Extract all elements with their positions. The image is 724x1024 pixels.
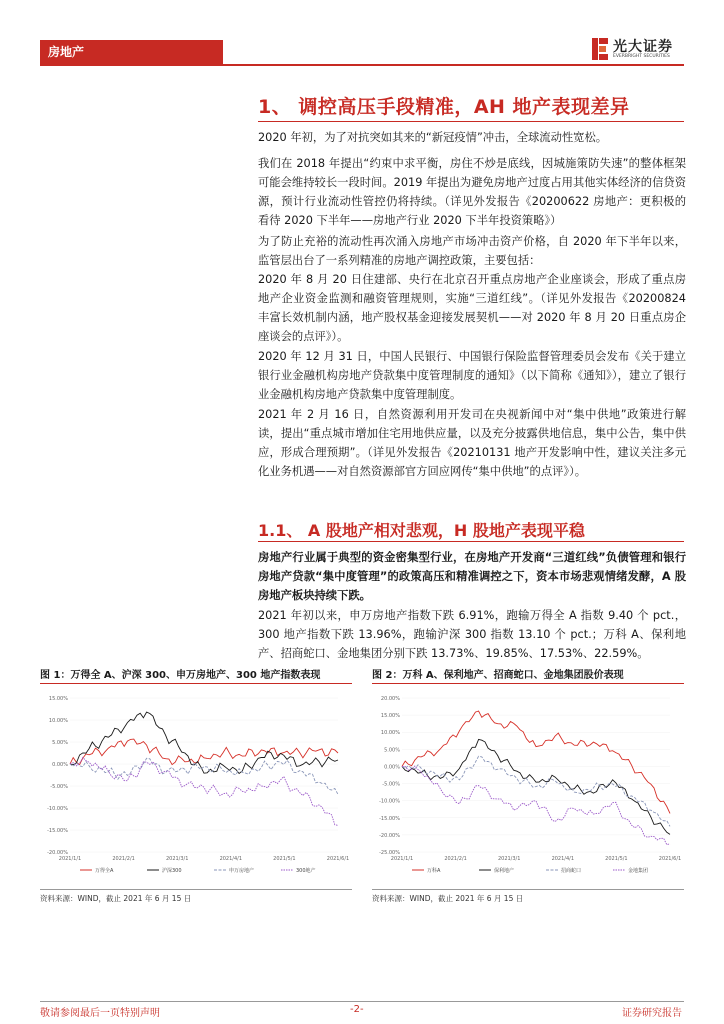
series-line-1 <box>70 739 338 765</box>
figure-2-bottom-rule <box>372 889 684 890</box>
y-tick-label: -15.00% <box>47 828 68 834</box>
x-tick-label: 2021/5/1 <box>273 856 296 862</box>
figure-2-title: 图 2：万科 A、保利地产、招商蛇口、金地集团股价表现 <box>372 670 624 681</box>
y-tick-label: 15.00% <box>380 713 400 720</box>
y-tick-label: 5.00% <box>384 747 400 754</box>
performance-paragraph: 2021 年初以来，申万房地产指数下跌 6.91%，跑输万得全 A 指数 9.40 个 pct.，300 地产指数下跌 13.96%，跑输沪深 300 指数 13.10 个 pct.；万科 A、保利地产、招商蛇口、金地集团分别下跌 13.73%、19.85%、17.53%、22.59%。 <box>258 609 686 660</box>
x-tick-label: 2021/2/1 <box>444 856 467 862</box>
x-tick-label: 2021/3/1 <box>497 856 521 862</box>
x-tick-label: 2021/4/1 <box>551 856 575 862</box>
y-tick-label: 20.00% <box>380 696 400 702</box>
figure-1-rule <box>40 683 352 684</box>
y-tick-label: -10.00% <box>379 798 400 805</box>
legend-label: 招商蛇口 <box>561 868 582 874</box>
figure-1-chart <box>40 690 352 882</box>
logo-english-name: EVERBRIGHT SECURITIES <box>613 54 670 59</box>
section-heading-rule <box>258 121 684 122</box>
paragraph-2: 我们在 2018 年提出“约束中求平衡，房住不炒是底线，因城施策防失速”的整体框架可能会维持较长一段时间。2019 年提出为避免房地产过度占用其他实体经济的信贷资源，预计行业流动性管控仍将持续。（详见外发报告《20200622 房地产：更积极的看待 2020 下半年——房地产行业 2020 下半年投资策略》） <box>258 157 686 227</box>
y-tick-label: 10.00% <box>48 718 68 724</box>
x-tick-label: 2021/1/1 <box>390 856 414 862</box>
legend-label: 300地产 <box>296 868 316 874</box>
x-tick-label: 2021/4/1 <box>219 856 243 862</box>
figure-1-source: 资料来源：WIND，截止 2021 年 6 月 15 日 <box>40 894 192 903</box>
section-tag: 房地产 <box>40 40 223 64</box>
paragraph-6: 2021 年 2 月 16 日，自然资源利用开发司在央视新闻中对“集中供地”政策进行解读，提出“重点城市增加住宅用地供应量，以及充分披露供地信息，集中公告，集中供应，形成合理预期”。（详见外发报告《20210131 地产开发影响中性，建议关注多元化业务机遇——对自然资源部官方回应网传“集中供地”的点评》）。 <box>258 408 686 478</box>
series-line-2 <box>70 712 338 773</box>
y-tick-label: 0.00% <box>52 762 68 768</box>
legend-label: 申万房地产 <box>229 868 255 874</box>
figure-1-title: 图 1：万得全 A、沪深 300、申万房地产、300 地产指数表现 <box>40 670 321 681</box>
y-tick-label: -5.00% <box>50 784 68 790</box>
legend-label: 万科A <box>427 868 441 874</box>
footer-disclaimer: 敬请参阅最后一页特别声明 <box>40 1008 160 1019</box>
paragraph-3: 为了防止充裕的流动性再次涌入房地产市场冲击资产价格，自 2020 年下半年以来，监管层出台了一系列精准的房地产调控政策，主要包括： <box>258 235 686 267</box>
figure-2-rule <box>372 683 684 684</box>
series-line-4 <box>70 758 338 826</box>
logo-mark-icon <box>590 36 610 62</box>
series-line-3 <box>70 758 338 794</box>
figure-2-source: 资料来源：WIND，截止 2021 年 6 月 15 日 <box>372 894 524 903</box>
y-tick-label: -5.00% <box>382 781 400 788</box>
legend-label: 保利地产 <box>494 868 515 874</box>
y-tick-label: 15.00% <box>48 696 68 702</box>
x-tick-label: 2021/6/1 <box>326 856 350 862</box>
summary-paragraph: 房地产行业属于典型的资金密集型行业，在房地产开发商“三道红线”负债管理和银行房地产贷款“集中度管理”的政策高压和精准调控之下，资本市场悲观情绪发酵，A 股房地产板块持续下跌。 <box>258 551 686 602</box>
paragraph-5: 2020 年 12 月 31 日，中国人民银行、中国银行保险监督管理委员会发布《关于建立银行业金融机构房地产贷款集中度管理制度的通知》（以下简称《通知》），建立了银行业金融机构房地产贷款集中度管理制度。 <box>258 350 686 401</box>
legend-label: 金地集团 <box>628 868 649 874</box>
y-tick-label: 0.00% <box>384 764 400 771</box>
legend-label: 万得全A <box>95 868 114 874</box>
y-tick-label: 10.00% <box>380 730 400 737</box>
logo-name: 光大证券 <box>613 39 673 55</box>
footer-doc-type: 证券研究报告 <box>622 1008 682 1019</box>
x-tick-label: 2021/2/1 <box>112 856 135 862</box>
y-tick-label: -20.00% <box>379 832 400 839</box>
paragraph-1: 2020 年初，为了对抗突如其来的“新冠疫情”冲击，全球流动性宽松。 <box>258 131 608 144</box>
figure-1-bottom-rule <box>40 889 352 890</box>
x-tick-label: 2021/6/1 <box>658 856 682 862</box>
section-heading: 1、 调控高压手段精准，AH 地产表现差异 <box>258 96 630 118</box>
legend-label: 沪深300 <box>162 868 182 874</box>
y-tick-label: -10.00% <box>47 806 68 812</box>
subsection-heading: 1.1、 A 股地产相对悲观，H 股地产表现平稳 <box>258 521 585 540</box>
paragraph-4: 2020 年 8 月 20 日住建部、央行在北京召开重点房地产企业座谈会，形成了重点房地产企业资金监测和融资管理规则，实施“三道红线”。（详见外发报告《20200824 丰富长效机制内涵，地产股权基金迎接发展契机——对 2020 年 8 月 20 日重点房企座谈会的点评》）。 <box>258 273 686 343</box>
footer-divider <box>40 1001 684 1002</box>
header-divider <box>40 64 684 66</box>
x-tick-label: 2021/5/1 <box>605 856 628 862</box>
series-line-3 <box>402 756 670 826</box>
y-tick-label: 5.00% <box>52 740 68 746</box>
x-tick-label: 2021/1/1 <box>58 856 82 862</box>
figure-2-chart <box>372 690 684 882</box>
y-tick-label: -25.00% <box>379 850 400 856</box>
page-number: -2- <box>350 1004 364 1015</box>
y-tick-label: -20.00% <box>47 850 68 856</box>
subsection-heading-rule <box>258 541 684 542</box>
company-logo <box>590 36 690 64</box>
x-tick-label: 2021/3/1 <box>165 856 189 862</box>
y-tick-label: -15.00% <box>379 815 400 822</box>
